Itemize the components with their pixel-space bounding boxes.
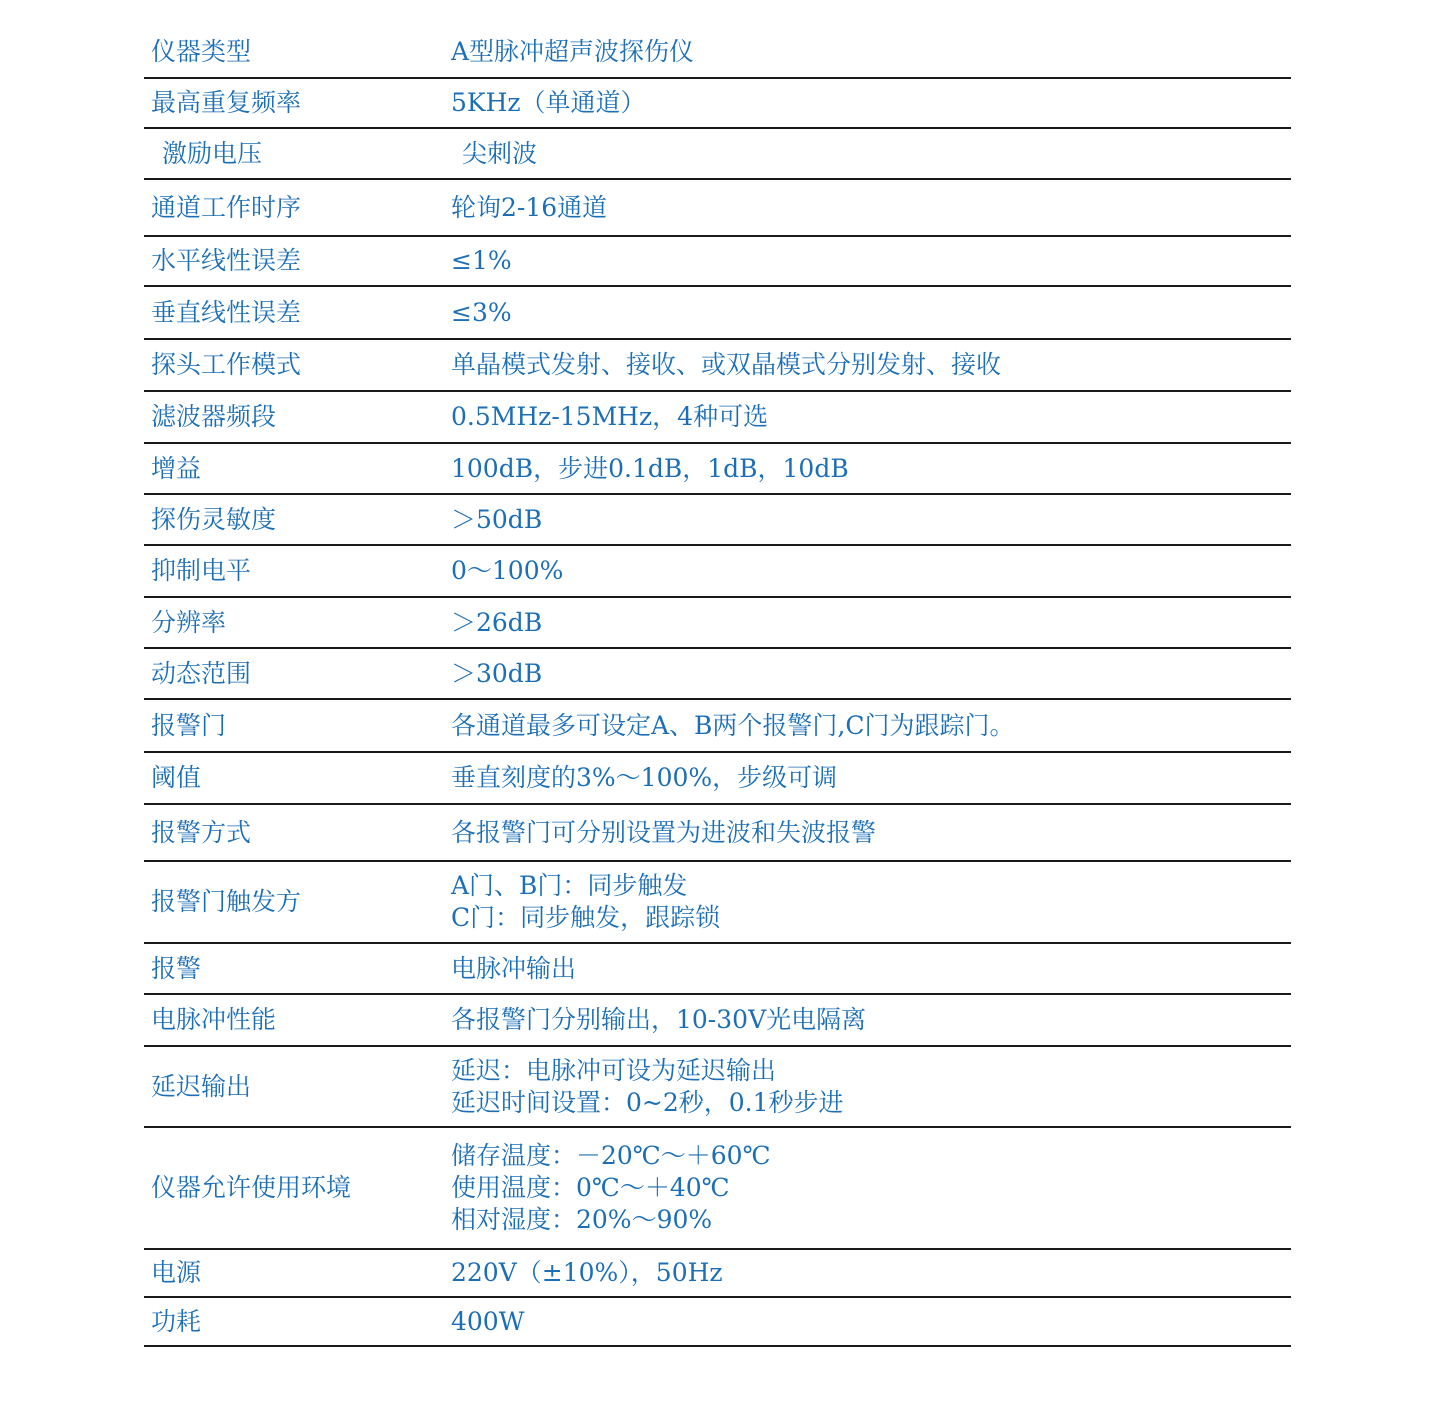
spec-value-line: ≤1% <box>451 246 512 275</box>
spec-value <box>451 953 1291 985</box>
spec-value-line: 使用温度：0℃～＋40℃ <box>451 1173 730 1202</box>
spec-value <box>451 870 1291 934</box>
spec-row <box>144 1250 1291 1298</box>
spec-value <box>451 245 1291 277</box>
spec-label: 最高重复频率 <box>151 88 302 117</box>
spec-label: 抑制电平 <box>151 556 252 585</box>
spec-label: 动态范围 <box>151 658 252 688</box>
spec-label: 通道工作时序 <box>151 192 302 222</box>
spec-value-line: A门、B门：同步触发 <box>451 871 688 900</box>
spec-value <box>451 762 1291 794</box>
spec-value <box>451 817 1291 849</box>
spec-row <box>144 1047 1291 1128</box>
spec-row <box>144 340 1291 392</box>
spec-value <box>451 1004 1291 1036</box>
spec-label: 延迟输出 <box>151 1071 252 1101</box>
spec-value <box>451 87 1291 119</box>
spec-label: 电源 <box>151 1258 202 1287</box>
spec-row <box>144 495 1291 546</box>
spec-table <box>144 27 1291 1347</box>
spec-label: 仪器类型 <box>151 37 252 66</box>
spec-row <box>144 237 1291 287</box>
spec-label: 增益 <box>151 453 202 483</box>
spec-value <box>451 36 1291 68</box>
spec-value <box>451 1140 1291 1236</box>
spec-value-line: 储存温度：－20℃～＋60℃ <box>451 1141 771 1170</box>
spec-value-line: ＞26dB <box>451 607 543 637</box>
spec-row <box>144 129 1291 180</box>
spec-label: 功耗 <box>151 1306 202 1336</box>
spec-label: 报警门触发方 <box>151 887 302 916</box>
spec-label: 分辨率 <box>151 607 227 637</box>
spec-label: 报警方式 <box>151 817 252 847</box>
spec-row <box>144 180 1291 237</box>
spec-row <box>144 287 1291 340</box>
spec-value-line: 单晶模式发射、接收、或双晶模式分别发射、接收 <box>451 350 1002 379</box>
spec-value <box>451 710 1291 742</box>
spec-row <box>144 598 1291 649</box>
spec-value <box>451 401 1291 433</box>
spec-value-line: 尖刺波 <box>462 138 538 168</box>
spec-value-line: ≤3% <box>451 297 512 327</box>
spec-value-line: 各通道最多可设定A、B两个报警门,C门为跟踪门。 <box>451 710 1015 740</box>
spec-value <box>451 138 1291 170</box>
spec-label: 报警门 <box>151 710 227 740</box>
spec-row <box>144 944 1291 995</box>
spec-value-line: 各报警门可分别设置为进波和失波报警 <box>451 817 877 847</box>
spec-label: 电脉冲性能 <box>151 1005 277 1034</box>
spec-label: 探伤灵敏度 <box>151 504 277 534</box>
spec-row <box>144 79 1291 129</box>
spec-value-line: 延迟：电脉冲可设为延迟输出 <box>451 1055 777 1085</box>
spec-value <box>451 297 1291 329</box>
spec-row <box>144 700 1291 753</box>
spec-row <box>144 27 1291 79</box>
spec-value <box>451 658 1291 690</box>
spec-value-line: ＞30dB <box>451 658 543 688</box>
spec-row <box>144 862 1291 944</box>
spec-label: 仪器允许使用环境 <box>151 1173 352 1202</box>
spec-value-line: 0～100% <box>451 556 564 585</box>
spec-value-line: 电脉冲输出 <box>451 953 577 983</box>
spec-label: 探头工作模式 <box>151 350 302 379</box>
spec-value-line: 轮询2-16通道 <box>451 192 608 222</box>
spec-label: 阈值 <box>151 763 202 792</box>
spec-value-line: 220V（±10%），50Hz <box>451 1258 723 1287</box>
spec-row <box>144 649 1291 700</box>
spec-value <box>451 349 1291 381</box>
spec-label: 垂直线性误差 <box>151 297 302 327</box>
spec-value <box>451 1055 1291 1119</box>
spec-value <box>451 1306 1291 1338</box>
spec-value-line: 延迟时间设置：0~2秒，0.1秒步进 <box>451 1087 844 1117</box>
spec-label: 滤波器频段 <box>151 402 277 431</box>
spec-value-line: 100dB，步进0.1dB，1dB，10dB <box>451 453 849 483</box>
spec-value-line: ＞50dB <box>451 504 543 534</box>
spec-value-line: 5KHz（单通道） <box>451 88 646 117</box>
spec-label: 激励电压 <box>162 138 263 168</box>
spec-row <box>144 805 1291 862</box>
spec-label: 报警 <box>151 953 202 983</box>
spec-row <box>144 1298 1291 1347</box>
spec-value <box>451 555 1291 587</box>
spec-value-line: 相对湿度：20%～90% <box>451 1205 713 1234</box>
spec-row <box>144 1128 1291 1250</box>
spec-value-line: 400W <box>451 1306 525 1336</box>
spec-label: 水平线性误差 <box>151 246 302 275</box>
spec-row <box>144 546 1291 598</box>
spec-row <box>144 753 1291 805</box>
spec-value <box>451 192 1291 224</box>
spec-value-line: 垂直刻度的3%～100%，步级可调 <box>451 763 838 792</box>
spec-value-line: 各报警门分别输出，10-30Ⅴ光电隔离 <box>451 1005 867 1034</box>
spec-value-line: A型脉冲超声波探伤仪 <box>451 37 695 66</box>
spec-value <box>451 504 1291 536</box>
spec-value <box>451 1257 1291 1289</box>
spec-value-line: C门：同步触发，跟踪锁 <box>451 903 721 932</box>
spec-row <box>144 444 1291 495</box>
spec-value <box>451 453 1291 485</box>
spec-row <box>144 392 1291 444</box>
spec-value <box>451 607 1291 639</box>
spec-value-line: 0.5MHz-15MHz，4种可选 <box>451 402 769 431</box>
spec-row <box>144 995 1291 1047</box>
